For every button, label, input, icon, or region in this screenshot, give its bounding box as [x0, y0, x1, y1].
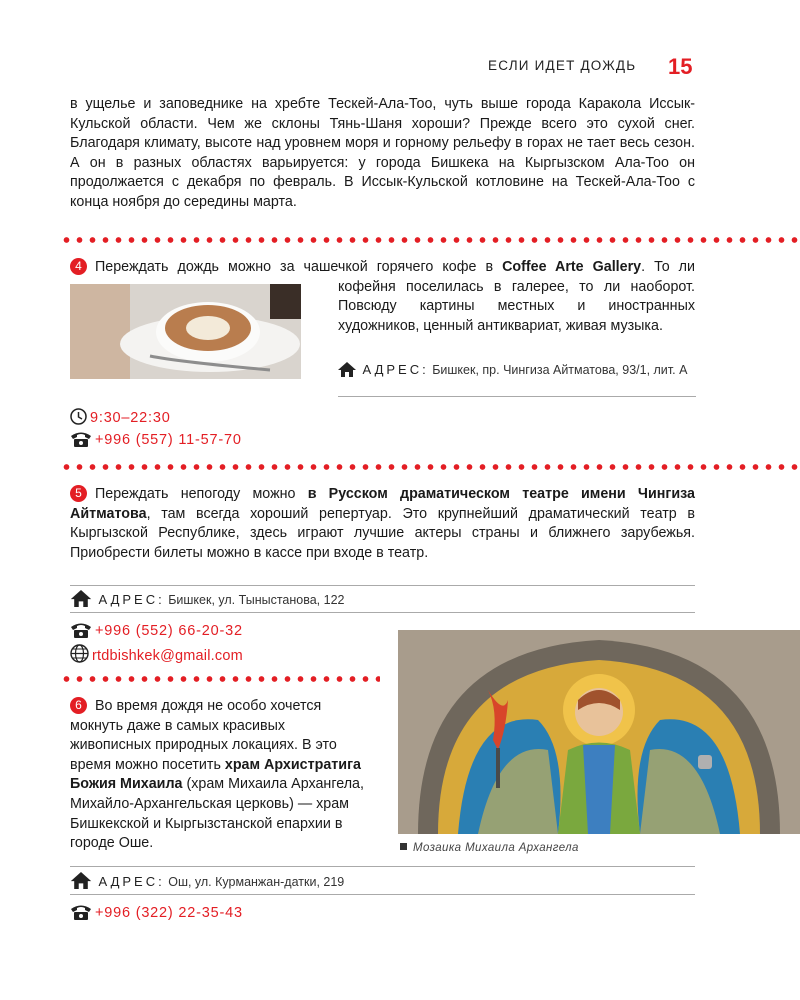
section-number-badge: 5 [70, 485, 87, 502]
divider-line [70, 866, 695, 867]
section-6-text: 6 Во время дождя не особо хочется мокнуть даже в самых красивых живописных природных локациях. В это время можно посетить храм Архистратига Божия Михаила (храм Михаила Архангела, Михайло-Архангельская церковь) — храм Бишкекской и Кыргызстанской епархии в городе Оше. [70, 698, 364, 852]
phone-number: +996 (557) 11-57-70 [70, 430, 242, 450]
house-icon [70, 590, 92, 613]
house-icon [70, 872, 92, 895]
running-header: ЕСЛИ ИДЕТ ДОЖДЬ [488, 58, 637, 73]
venue-name: в Русском драматическом театре имени Чингиза Айтматова [70, 486, 695, 522]
section-number-badge: 6 [70, 697, 87, 714]
dotted-divider [60, 675, 380, 683]
photo-wrap-spacer [70, 300, 338, 378]
divider-line [338, 396, 696, 397]
section-4-text: 4 Переждать дождь можно за чашечкой горячего кофе в Coffee Arte Gallery. То ли кофейня поселилась в галерее, то ли наоборот. Повсюду картины местных и иностранных художников, ценный антиквариат, живая музыка. [70, 258, 695, 378]
venue-name: храм Архистратига Божия Михаила [70, 756, 362, 793]
globe-icon [70, 644, 89, 669]
email[interactable]: rtdbishkek@gmail.com [70, 644, 243, 664]
mosaic-photo [398, 630, 800, 834]
phone-icon [70, 904, 92, 926]
intro-paragraph: в ущелье и заповеднике на хребте Тескей-Ала-Тоо, чуть выше города Каракола Иссык-Кульской области. Чем же склоны Тянь-Шаня хороши? Прежде всего это сухой снег. Благодаря климату, высоте над уровнем моря и горному рельефу в горах не тает весь сезон. А он в разных областях варьируется: у города Бишкека на Кыргызском Ала-Тоо он продолжается с декабря по февраль. В Иссык-Кульской котловине на Тескей-Ала-Тоо с конца ноября до середины марта. [70, 96, 695, 210]
section-5-text: 5 Переждать непогоду можно в Русском драматическом театре имени Чингиза Айтматова, там всегда хороший репертуар. Это крупнейший драматический театр в Кыргызской Республике, здесь играют лучшие актеры страны и ближнего зарубежья. Приобрести билеты можно в кассе при входе в театр. [70, 486, 695, 561]
clock-icon [70, 408, 87, 431]
section-4-address: АДРЕС: Бишкек, пр. Чингиза Айтматова, 93/1, лит. А [338, 360, 698, 383]
divider-line [70, 612, 695, 613]
section-number-badge: 4 [70, 258, 87, 275]
section-5-address: АДРЕС: Бишкек, ул. Тыныстанова, 122 [70, 590, 695, 613]
photo-caption: Мозаика Михаила Архангела [400, 842, 579, 854]
phone-number: +996 (322) 22-35-43 [70, 903, 243, 923]
house-icon [338, 362, 356, 383]
phone-number: +996 (552) 66-20-32 [70, 621, 243, 641]
phone-icon [70, 622, 92, 644]
dotted-divider [60, 463, 800, 471]
section-6-address: АДРЕС: Ош, ул. Курманжан-датки, 219 [70, 872, 695, 895]
dotted-divider [60, 236, 800, 244]
page-number: 15 [668, 54, 693, 79]
hours: 9:30–22:30 [70, 408, 171, 428]
phone-icon [70, 431, 92, 453]
venue-name: Coffee Arte Gallery [502, 259, 642, 275]
divider-line [70, 585, 695, 586]
caption-marker [400, 843, 407, 850]
divider-line [70, 894, 695, 895]
